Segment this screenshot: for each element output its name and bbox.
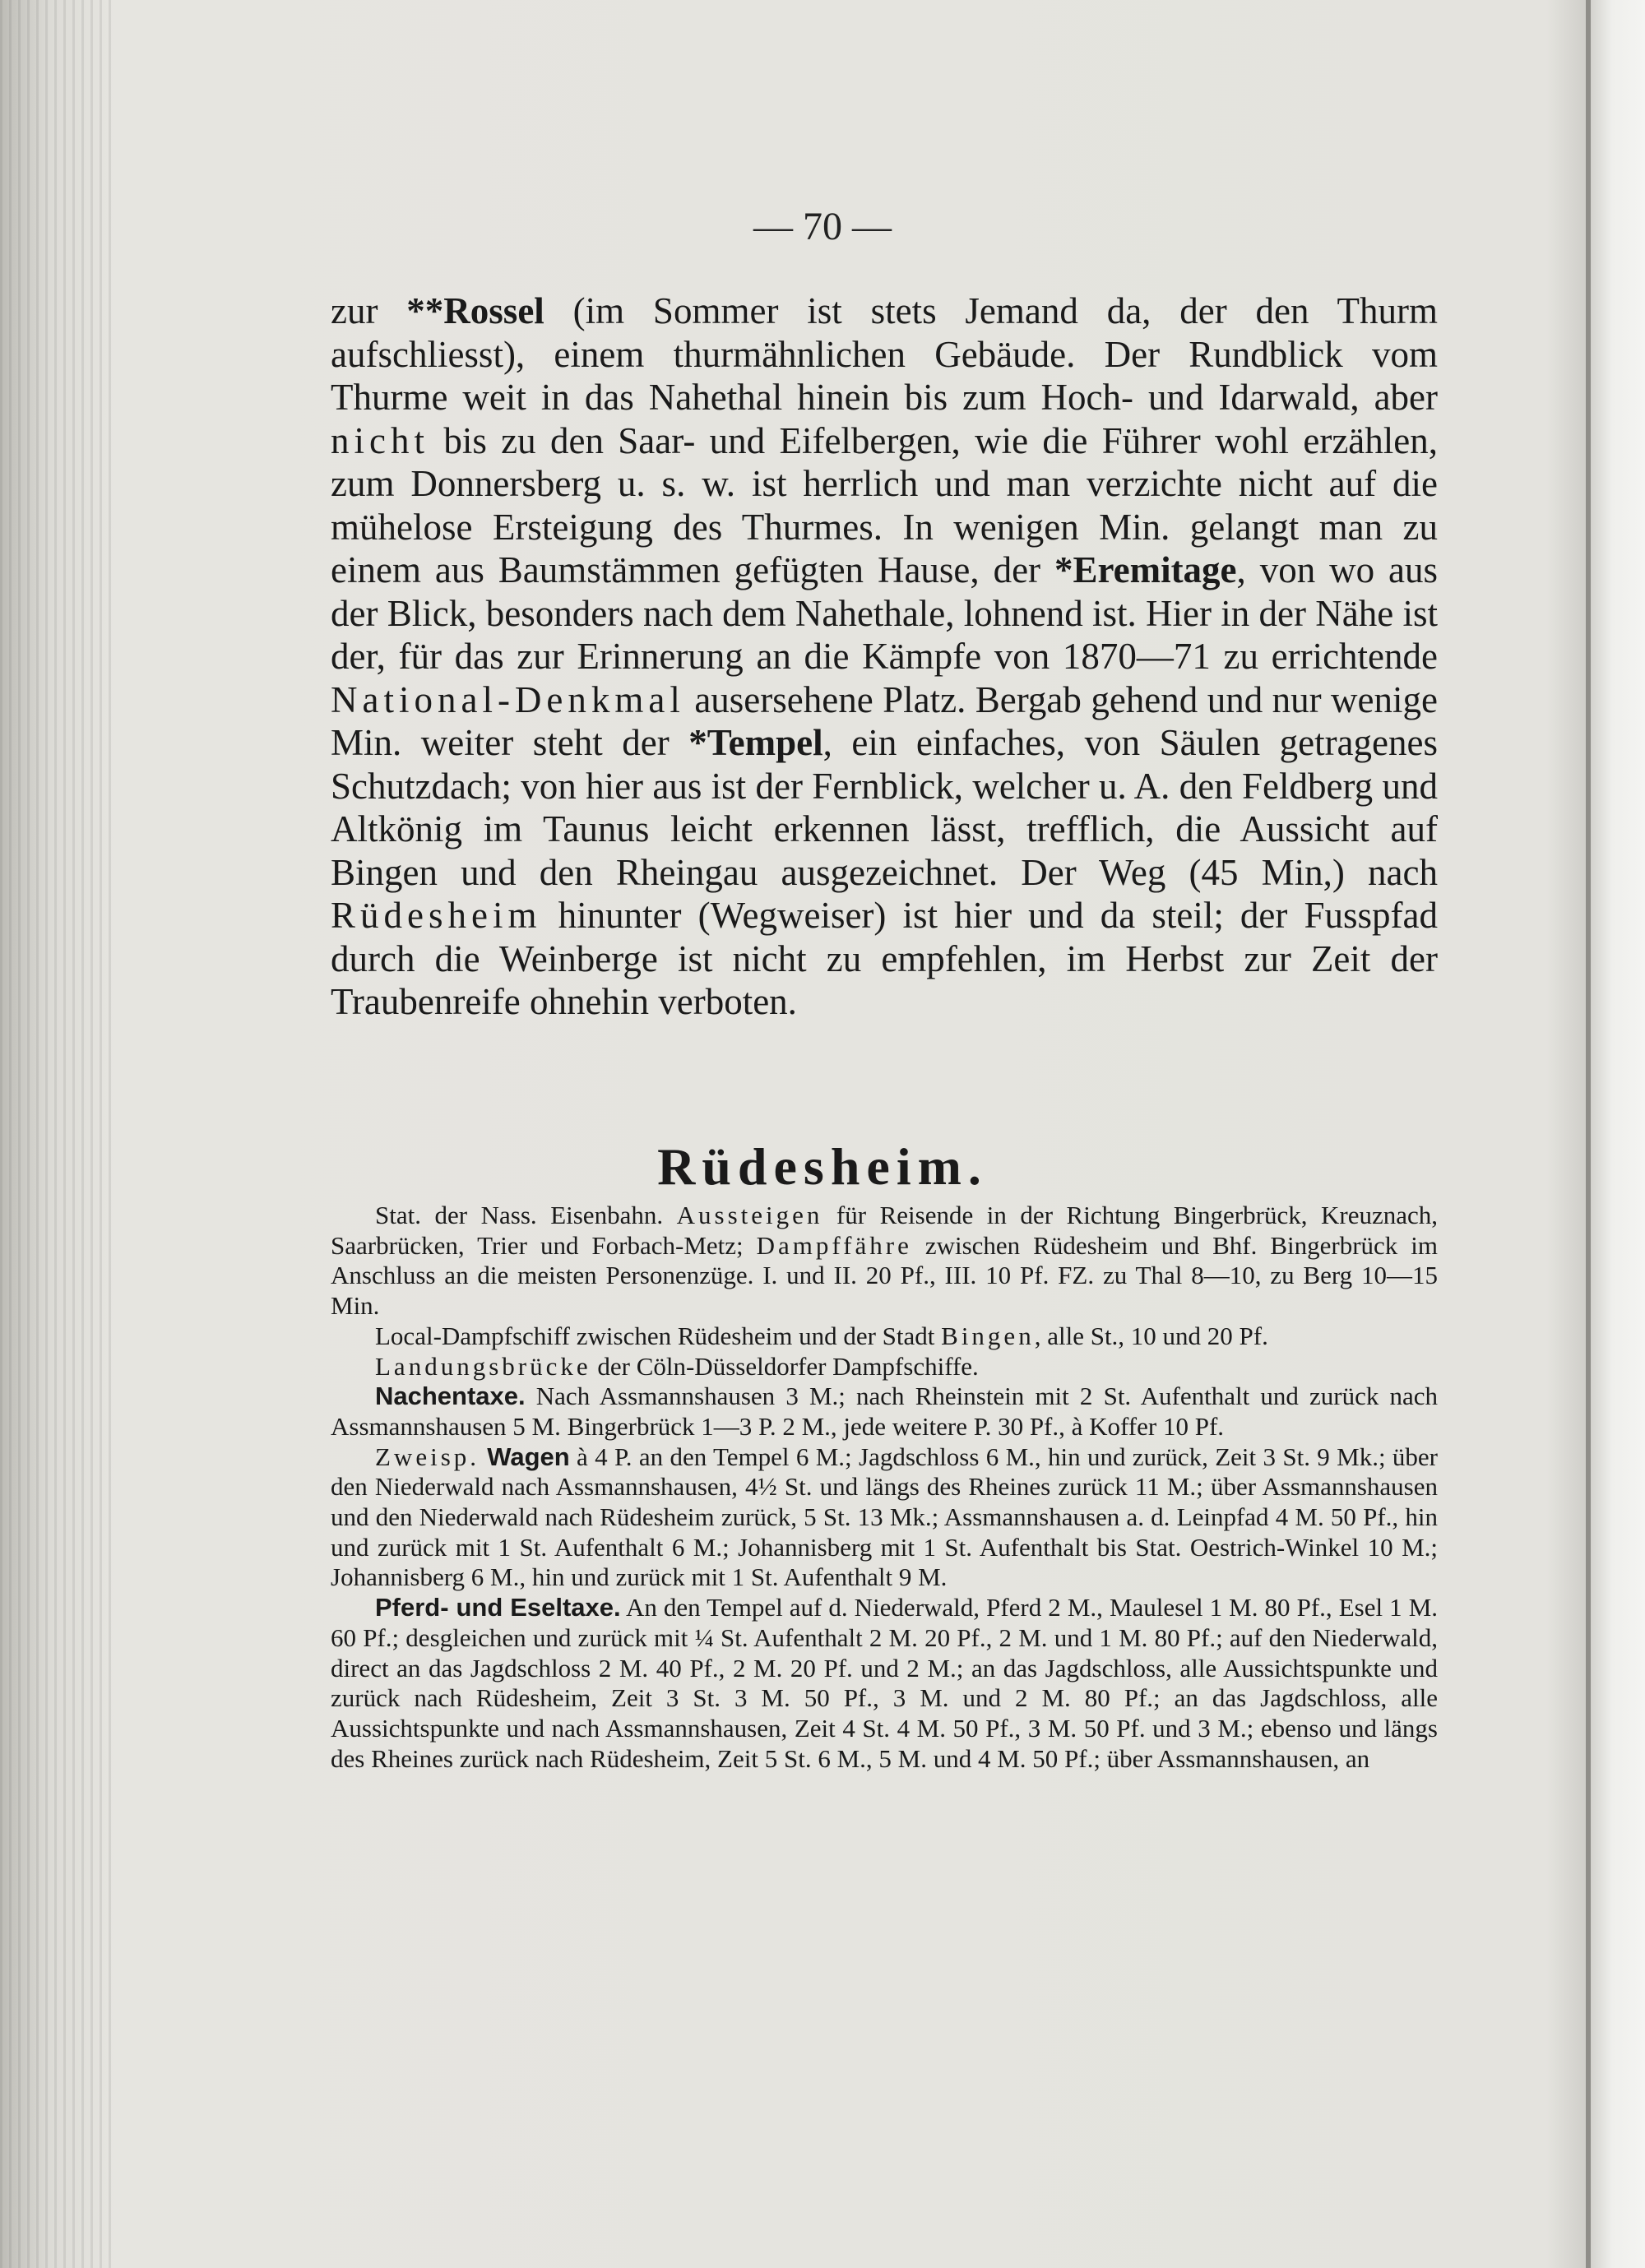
emphasis-nicht: nicht <box>331 419 429 461</box>
label-wagen: Wagen <box>480 1442 570 1471</box>
paragraph-pferd-eseltaxe <box>331 1593 1438 1774</box>
paragraph-wagen <box>331 1442 1438 1594</box>
page-edge <box>1586 0 1591 2268</box>
text-run: à 4 P. an den Tempel 6 M.; Jagdschloss 6 M., hin und zurück, Zeit 3 St. 9 Mk.; über den Niederwald nach Assmannshausen, 4½ St. und längs des Rheines zurück 11 M.; über Assmannshausen und den Niederwald nach Rüdesheim zurück, 5 St. 13 Mk.; Assmannshausen a. d. Leinpfad 4 M. 50 Pf., hin und zurück mit 1 St. Aufenthalt 6 M.; Johannisberg mit 1 St. Aufenthalt bis Stat. Oestrich-Winkel 10 M.; Johannisberg 6 M., hin und zurück mit 1 St. Aufenthalt 9 M. <box>331 1442 1438 1592</box>
text-run: Nach Assmannshausen 3 M.; nach Rheinstein mit 2 St. Aufenthalt und zurück nach Assmannshausen 5 M. Bingerbrück 1—3 P. 2 M., jede weitere P. 30 Pf., à Koffer 10 Pf. <box>331 1382 1438 1441</box>
small-print-block <box>331 1201 1438 1774</box>
paragraph <box>331 289 1438 1024</box>
term-rossel: **Rossel <box>406 290 544 331</box>
text-run: der Cöln-Düsseldorfer Dampfschiffe. <box>591 1351 979 1381</box>
label-nachentaxe: Nachentaxe. <box>375 1382 526 1411</box>
book-spine-gutter <box>0 0 115 2268</box>
section-heading: Rüdesheim. <box>657 1137 988 1196</box>
text-run: An den Tempel auf d. Niederwald, Pferd 2 M., Maulesel 1 M. 80 Pf., Esel 1 M. 60 Pf.; desgleichen und zurück mit ¼ St. Aufenthalt 2 M. 20 Pf., 2 M. und 1 M. 80 Pf.; auf den Niederwald, direct an das Jagdschloss 2 M. 40 Pf., 2 M. 20 Pf. und 2 M.; an das Jagdschloss, alle Aussichtspunkte und zurück nach Rüdesheim, Zeit 3 St. 3 M. 50 Pf., 3 M. und 2 M. 80 Pf.; an das Jagdschloss, alle Aussichtspunkte und nach Assmannshausen, Zeit 4 St. 4 M. 50 Pf., 3 M. 50 Pf. und 3 M.; ebenso und längs des Rheines zurück nach Rüdesheim, Zeit 5 St. 6 M., 5 M. und 4 M. 50 Pf.; über Assmannshausen, an <box>331 1593 1439 1773</box>
body-text <box>331 289 1438 1024</box>
text-run: Local-Dampfschiff zwischen Rüdesheim und der Stadt <box>375 1321 942 1350</box>
label-pferd-eseltaxe: Pferd- und Eseltaxe. <box>375 1593 621 1622</box>
text-run: zwischen Rüdesheim und Bhf. Bingerbrück im Anschluss an die meisten Personenzüge. I. und II. 20 Pf., III. 10 Pf. FZ. zu Thal 8—10, zu Berg 10—15 Min. <box>331 1230 1438 1321</box>
text-run: , ein einfaches, von Säulen getragenes Schutzdach; von hier aus ist der Fernblick, welcher u. A. den Feldberg und Altkönig im Taunus leicht erkennen lässt, trefflich, die Aussicht auf Bingen und den Rheingau ausgezeichnet. Der Weg (45 Min,) nach <box>331 722 1438 893</box>
text-run: bis zu den Saar- und Eifelbergen, wie die Führer wohl erzählen, zum Donnersberg u. s. w. ist herrlich und man verzichte nicht auf die mühelose Ersteigung des Thurmes. In wenigen Min. gelangt man zu einem aus Baumstämmen gefügten Hause, der <box>331 419 1438 590</box>
text-run: hinunter (Wegweiser) ist hier und da steil; der Fusspfad durch die Weinberge ist nicht zu empfehlen, im Herbst zur Zeit der Traubenreife ohnehin verboten. <box>331 895 1438 1022</box>
text-run: , alle St., 10 und 20 Pf. <box>1034 1321 1268 1350</box>
emphasis-national-denkmal: National-Denkmal <box>331 678 685 720</box>
text-run: für Reisende in der Richtung Bingerbrück, Kreuznach, Saarbrücken, Trier und Forbach-Metz; <box>331 1201 1438 1260</box>
text-run: ausersehene Platz. Bergab gehend und nur wenige Min. weiter steht der <box>331 678 1438 763</box>
text-run: zur <box>331 290 407 331</box>
paragraph-landungsbruecke <box>331 1352 1438 1382</box>
emphasis-landungsbruecke: Landungsbrücke <box>375 1351 591 1381</box>
page-number: — 70 — <box>753 205 892 248</box>
emphasis-zweisp: Zweisp. <box>375 1442 480 1471</box>
emphasis-aussteigen: Aussteigen <box>676 1201 823 1229</box>
emphasis-bingen: Bingen <box>941 1321 1035 1350</box>
paragraph-station <box>331 1201 1438 1321</box>
term-eremitage: *Eremitage <box>1054 549 1237 590</box>
paragraph-local-dampfschiff <box>331 1321 1438 1352</box>
text-run: (im Sommer ist stets Jemand da, der den Thurm aufschliesst), einem thurmähnlichen Gebäude. Der Rundblick vom Thurme weit in das Nahethal hinein bis zum Hoch- und Idarwald, aber <box>331 290 1439 418</box>
emphasis-ruedesheim: Rüdesheim <box>331 895 542 936</box>
text-run: , von wo aus der Blick, besonders nach dem Nahethale, lohnend ist. Hier in der Nähe ist der, für das zur Erinnerung an die Kämpfe von 1870—71 zu errichtende <box>331 549 1438 677</box>
text-run: Stat. der Nass. Eisenbahn. <box>375 1201 677 1229</box>
paragraph-nachentaxe <box>331 1382 1438 1442</box>
term-tempel: *Tempel <box>688 722 823 763</box>
emphasis-dampffaehre: Dampffähre <box>756 1230 912 1260</box>
